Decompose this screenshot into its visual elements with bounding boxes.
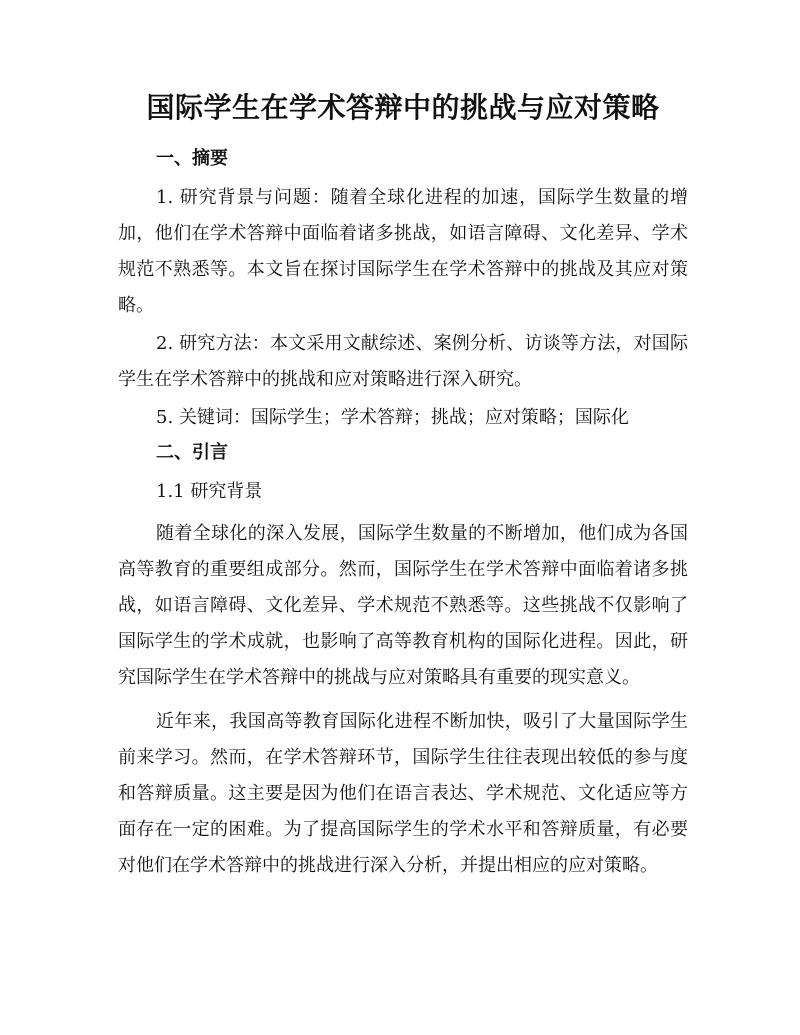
section-heading-abstract: 一、摘要: [156, 148, 228, 169]
section-heading-introduction: 二、引言: [156, 442, 228, 463]
introduction-paragraph-1: 随着全球化的深入发展，国际学生数量的不断增加，他们成为各国高等教育的重要组成部分。然而，国际学生在学术答辩中面临着诸多挑战，如语言障碍、文化差异、学术规范不熟悉等。这些挑战不仅影响了国际学生的学术成就，也影响了高等教育机构的国际化进程。因此，研究国际学生在学术答辩中的挑战与应对策略具有重要的现实意义。: [118, 523, 688, 688]
abstract-item-method: 2. 研究方法：本文采用文献综述、案例分析、访谈等方法，对国际学生在学术答辩中的挑战和应对策略进行深入研究。: [118, 333, 688, 390]
introduction-paragraph-2: 近年来，我国高等教育国际化进程不断加快，吸引了大量国际学生前来学习。然而，在学术答辩环节，国际学生往往表现出较低的参与度和答辩质量。这主要是因为他们在语言表达、学术规范、文化适应等方面存在一定的困难。为了提高国际学生的学术水平和答辩质量，有必要对他们在学术答辩中的挑战进行深入分析，并提出相应的应对策略。: [118, 711, 688, 876]
subheading-research-background: 1.1 研究背景: [156, 481, 263, 502]
document-title: 国际学生在学术答辩中的挑战与应对策略: [146, 91, 660, 124]
abstract-item-background: 1. 研究背景与问题：随着全球化进程的加速，国际学生数量的增加，他们在学术答辩中面临着诸多挑战，如语言障碍、文化差异、学术规范不熟悉等。本文旨在探讨国际学生在学术答辩中的挑战及其应对策略。: [118, 187, 688, 316]
abstract-item-keywords: 5. 关键词：国际学生；学术答辩；挑战；应对策略；国际化: [156, 407, 629, 428]
